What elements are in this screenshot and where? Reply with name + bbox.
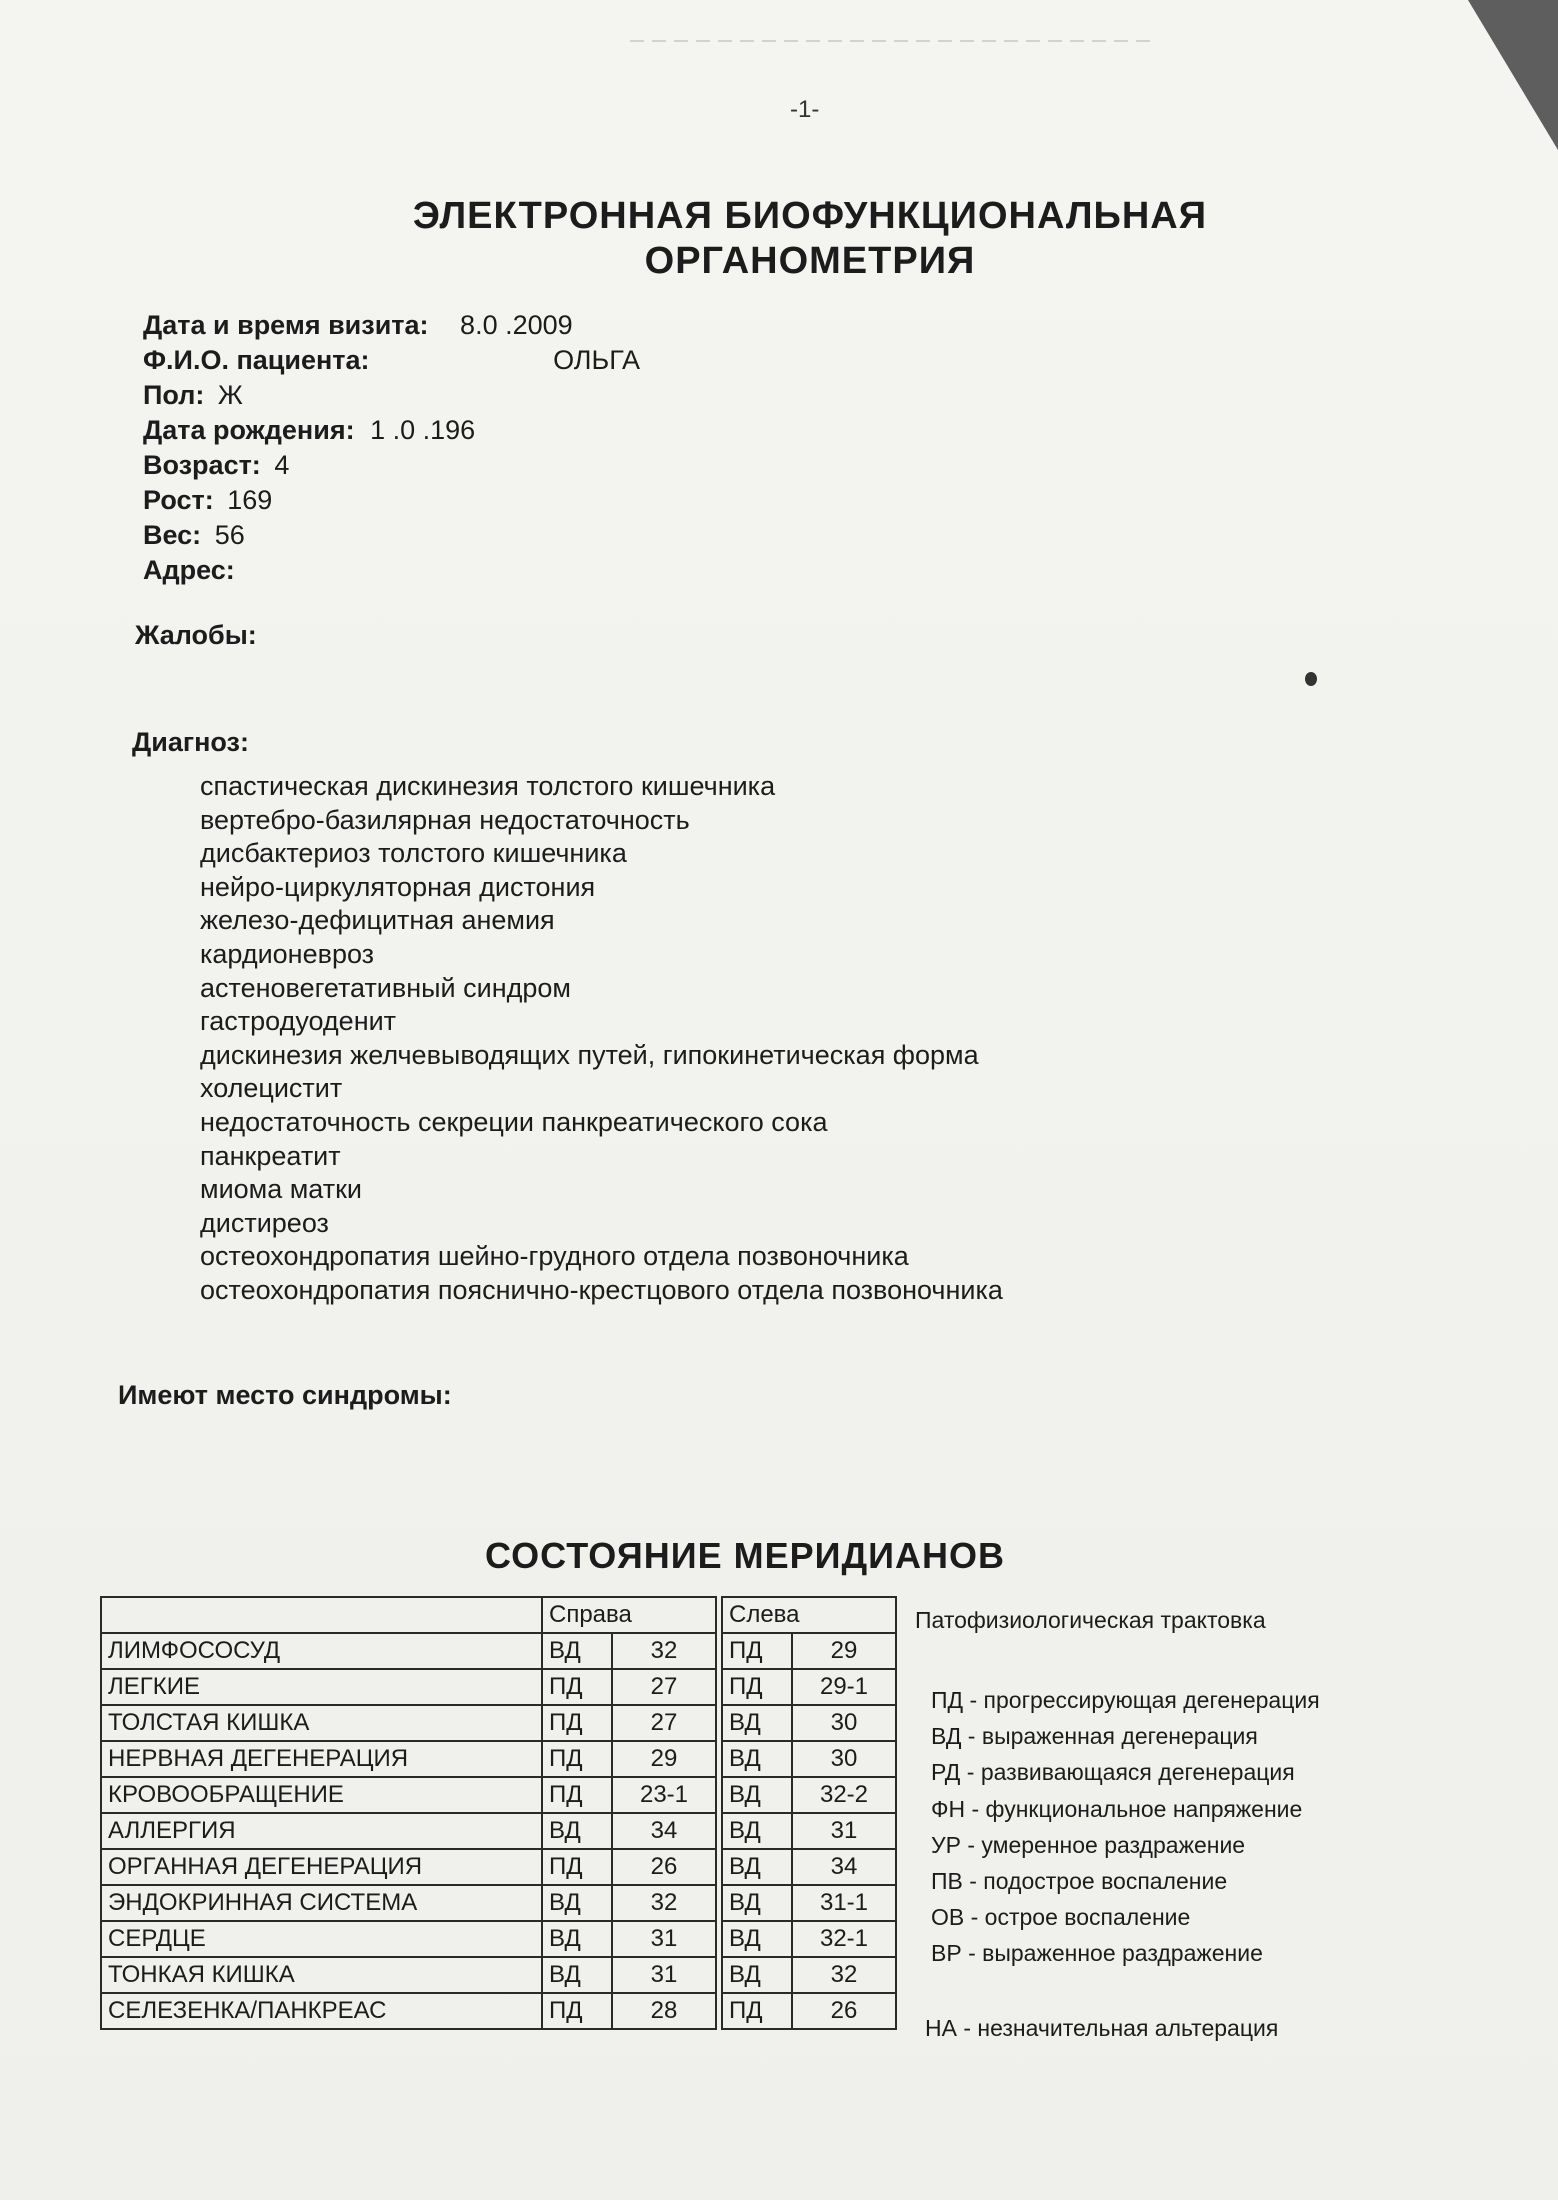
left-value: 32-1 [792, 1921, 896, 1957]
left-value: 30 [792, 1705, 896, 1741]
left-code: ВД [722, 1741, 792, 1777]
meridian-name: ЛИМФОСОСУД [101, 1633, 542, 1669]
sex-value: Ж [217, 380, 243, 410]
meridian-name: ОРГАННАЯ ДЕГЕНЕРАЦИЯ [101, 1849, 542, 1885]
diagnosis-item: недостаточность секреции панкреатического сока [200, 1106, 828, 1137]
address-row [143, 553, 640, 588]
table-row [101, 1885, 896, 1921]
age-row [143, 448, 640, 483]
right-value: 26 [612, 1849, 716, 1885]
table-row [101, 1993, 896, 2029]
meridian-name: КРОВООБРАЩЕНИЕ [101, 1777, 542, 1813]
weight-row [143, 518, 640, 553]
table-row [101, 1957, 896, 1993]
folded-corner [1468, 0, 1558, 150]
right-value: 32 [612, 1633, 716, 1669]
left-value: 29 [792, 1633, 896, 1669]
diagnosis-item: холецистит [200, 1073, 343, 1104]
visit-date-row [143, 308, 640, 343]
right-code: ВД [542, 1957, 612, 1993]
table-row [101, 1849, 896, 1885]
meridian-name: ЛЕГКИЕ [101, 1669, 542, 1705]
birth-date-label: Дата рождения: [143, 415, 355, 445]
height-label: Рост: [143, 485, 214, 515]
right-code: ПД [542, 1849, 612, 1885]
legend-list [931, 1682, 1320, 1972]
left-code: ВД [722, 1921, 792, 1957]
meridian-name: СЕРДЦЕ [101, 1921, 542, 1957]
right-value: 31 [612, 1957, 716, 1993]
patient-name-label: Ф.И.О. пациента: [143, 345, 370, 375]
diagnosis-item: остеохондропатия пояснично-крестцового отдела позвоночника [200, 1274, 1003, 1305]
patient-info [143, 308, 640, 588]
diagnosis-item: железо-дефицитная анемия [200, 905, 555, 936]
meridians-title: СОСТОЯНИЕ МЕРИДИАНОВ [485, 1535, 1005, 1576]
diagnosis-item: панкреатит [200, 1140, 341, 1171]
header-right: Справа [542, 1597, 716, 1633]
left-value: 31 [792, 1813, 896, 1849]
left-code: ВД [722, 1705, 792, 1741]
right-value: 27 [612, 1669, 716, 1705]
table-row [101, 1741, 896, 1777]
diagnosis-item: гастродуоденит [200, 1006, 397, 1037]
diagnosis-item: остеохондропатия шейно-грудного отдела позвоночника [200, 1241, 909, 1272]
right-code: ВД [542, 1633, 612, 1669]
left-value: 26 [792, 1993, 896, 2029]
patient-name-row [143, 343, 640, 378]
left-code: ВД [722, 1885, 792, 1921]
diagnosis-list [200, 770, 1003, 1308]
diagnosis-item: дискинезия желчевыводящих путей, гипокинетическая форма [200, 1039, 979, 1070]
meridian-name: НЕРВНАЯ ДЕГЕНЕРАЦИЯ [101, 1741, 542, 1777]
diagnosis-item: нейро-циркуляторная дистония [200, 871, 596, 902]
complaints-label: Жалобы: [135, 620, 257, 650]
diagnosis-item: астеновегетативный синдром [200, 972, 571, 1003]
legend-item: ВД - выраженная дегенерация [931, 1723, 1258, 1750]
right-code: ВД [542, 1885, 612, 1921]
legend-item: УР - умеренное раздражение [931, 1831, 1246, 1858]
meridians-table [100, 1596, 897, 2030]
right-code: ПД [542, 1993, 612, 2029]
weight-value: 56 [214, 520, 245, 550]
sex-label: Пол: [143, 380, 205, 410]
left-code: ВД [722, 1957, 792, 1993]
scan-speck [1305, 672, 1317, 686]
table-header-row [101, 1597, 896, 1633]
left-value: 30 [792, 1741, 896, 1777]
sex-row [143, 378, 640, 413]
page-number: -1- [790, 96, 820, 123]
right-code: ПД [542, 1705, 612, 1741]
right-code: ПД [542, 1741, 612, 1777]
diagnosis-label: Диагноз: [132, 727, 249, 757]
left-value: 32-2 [792, 1777, 896, 1813]
visit-date-label: Дата и время визита: [143, 310, 429, 340]
height-value: 169 [227, 485, 273, 515]
right-code: ВД [542, 1813, 612, 1849]
legend-item: ФН - функциональное напряжение [931, 1795, 1303, 1822]
left-code: ПД [722, 1633, 792, 1669]
right-value: 31 [612, 1921, 716, 1957]
right-code: ВД [542, 1921, 612, 1957]
age-value: 4 [274, 450, 290, 480]
diagnosis-item: дисбактериоз толстого кишечника [200, 838, 627, 869]
left-value: 29-1 [792, 1669, 896, 1705]
diagnosis-item: спастическая дискинезия толстого кишечника [200, 771, 776, 801]
right-value: 32 [612, 1885, 716, 1921]
left-code: ПД [722, 1993, 792, 2029]
meridian-name: ЭНДОКРИННАЯ СИСТЕМА [101, 1885, 542, 1921]
left-code: ВД [722, 1777, 792, 1813]
age-label: Возраст: [143, 450, 261, 480]
height-row [143, 483, 640, 518]
document-title-line-1: ЭЛЕКТРОННАЯ БИОФУНКЦИОНАЛЬНАЯ [412, 195, 1208, 237]
right-value: 29 [612, 1741, 716, 1777]
diagnosis-item: миома матки [200, 1174, 362, 1205]
right-code: ПД [542, 1777, 612, 1813]
diagnosis-item: вертебро-базилярная недостаточность [200, 804, 690, 835]
left-code: ВД [722, 1813, 792, 1849]
table-row [101, 1777, 896, 1813]
meridian-name: АЛЛЕРГИЯ [101, 1813, 542, 1849]
table-row [101, 1921, 896, 1957]
meridians-table-body [101, 1633, 896, 2029]
meridian-name: ТОНКАЯ КИШКА [101, 1957, 542, 1993]
visit-date-value: 8.0 .2009 [460, 310, 573, 340]
left-code: ВД [722, 1849, 792, 1885]
left-value: 31-1 [792, 1885, 896, 1921]
header-left: Слева [722, 1597, 896, 1633]
table-row [101, 1705, 896, 1741]
legend-item: ВР - выраженное раздражение [931, 1940, 1263, 1967]
meridian-name: ТОЛСТАЯ КИШКА [101, 1705, 542, 1741]
table-row [101, 1633, 896, 1669]
left-value: 32 [792, 1957, 896, 1993]
left-code: ПД [722, 1669, 792, 1705]
diagnosis-item: кардионевроз [200, 938, 375, 969]
left-value: 34 [792, 1849, 896, 1885]
syndromes-label: Имеют место синдромы: [118, 1380, 452, 1410]
table-row [101, 1669, 896, 1705]
address-label: Адрес: [143, 555, 235, 585]
legend-item: РД - развивающаяся дегенерация [931, 1759, 1295, 1786]
birth-date-row [143, 413, 640, 448]
legend-title: Патофизиологическая трактовка [915, 1607, 1266, 1633]
meridian-name: СЕЛЕЗЕНКА/ПАНКРЕАС [101, 1993, 542, 2029]
right-value: 34 [612, 1813, 716, 1849]
right-value: 28 [612, 1993, 716, 2029]
legend-item: ПД - прогрессирующая дегенерация [931, 1687, 1320, 1713]
right-value: 23-1 [612, 1777, 716, 1813]
document-title-line-2: ОРГАНОМЕТРИЯ [644, 240, 976, 282]
legend-item: ОВ - острое воспаление [931, 1904, 1191, 1931]
right-code: ПД [542, 1669, 612, 1705]
table-row [101, 1813, 896, 1849]
legend-extra-item: НА - незначительная альтерация [925, 2015, 1279, 2041]
patient-name-value: ОЛЬГА [553, 345, 641, 375]
weight-label: Вес: [143, 520, 202, 550]
birth-date-value: 1 .0 .196 [370, 415, 476, 445]
right-value: 27 [612, 1705, 716, 1741]
legend-item: ПВ - подострое воспаление [931, 1867, 1228, 1894]
header-empty-cell [101, 1597, 542, 1633]
diagnosis-item: дистиреоз [200, 1207, 329, 1238]
scan-artifact [630, 40, 1150, 42]
